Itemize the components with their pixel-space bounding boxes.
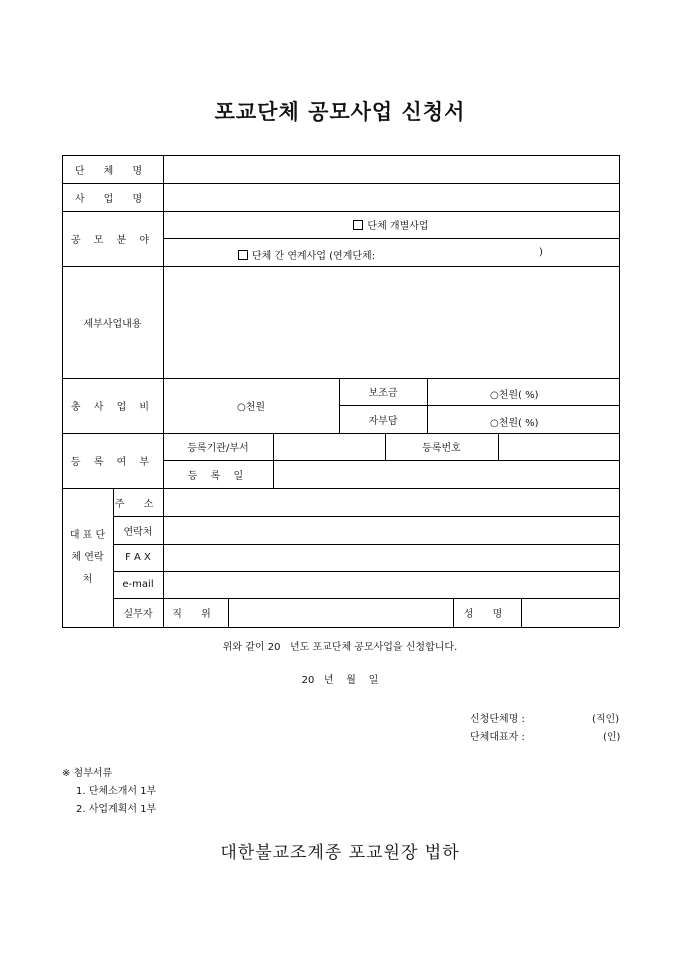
registration-number-field[interactable]	[499, 434, 619, 460]
category-option-joint[interactable]	[238, 247, 375, 262]
signature-mark: (인)	[603, 732, 621, 743]
email-label: e-mail	[122, 579, 154, 590]
org-name-label: 단 체 명	[74, 165, 151, 177]
address-field[interactable]	[164, 489, 619, 516]
subsidy-value[interactable]: ○천원( %)	[490, 390, 539, 401]
representative-label: 단체대표자 :	[470, 732, 525, 743]
staff-label: 실무자	[123, 609, 153, 620]
category-option-joint-label: 단체 간 연계사업 (연계단체:	[252, 251, 376, 262]
details-field[interactable]	[164, 267, 619, 378]
registration-date-field[interactable]	[274, 461, 619, 488]
self-burden-value[interactable]: ○천원( %)	[490, 418, 539, 429]
category-option-individual-label: 단체 개별사업	[367, 221, 429, 232]
attachment-item: 2. 사업계획서 1부	[76, 804, 157, 815]
fax-label: F A X	[125, 552, 151, 563]
budget-total[interactable]: ○천원	[236, 402, 266, 413]
seal-mark: (직인)	[592, 714, 620, 725]
budget-label: 총 사 업 비	[70, 402, 155, 413]
registration-agency-field[interactable]	[274, 434, 385, 460]
attachments-heading: ※ 첨부서류	[62, 768, 113, 779]
position-field[interactable]	[229, 599, 453, 627]
address-label: 주 소	[114, 498, 162, 510]
fax-field[interactable]	[164, 545, 619, 571]
category-label: 공 모 분 야	[70, 235, 155, 246]
category-option-individual[interactable]	[163, 211, 619, 238]
email-field[interactable]	[164, 572, 619, 598]
representative-contact-label: 대 표 단 체 연락처	[69, 529, 106, 585]
details-label: 세부사업내용	[83, 318, 142, 330]
contact-label: 연락처	[123, 526, 153, 538]
contact-field[interactable]	[164, 517, 619, 544]
subsidy-label: 보조금	[368, 388, 398, 399]
applicant-org-label: 신청단체명 :	[470, 714, 525, 725]
page-title: 포교단체 공모사업 신청서	[214, 100, 466, 124]
position-label: 직 위	[172, 609, 219, 620]
self-burden-label: 자부담	[368, 415, 398, 427]
checkbox-icon[interactable]	[353, 220, 363, 230]
registration-number-label: 등록번호	[422, 443, 461, 454]
project-name-label: 사 업 명	[74, 193, 151, 205]
attachment-item: 1. 단체소개서 1부	[76, 786, 157, 797]
project-name-field[interactable]	[164, 184, 619, 211]
registration-agency-label: 등록기관/부서	[187, 443, 249, 454]
registration-label: 등 록 여 부	[70, 457, 155, 468]
category-option-joint-close: )	[539, 247, 543, 258]
checkbox-icon[interactable]	[238, 250, 248, 260]
name-label: 성 명	[463, 609, 511, 620]
issuer-footer: 대한불교조계종 포교원장 법하	[220, 843, 460, 863]
registration-date-label: 등 록 일	[187, 470, 249, 482]
date-line: 20 년 월 일	[301, 675, 379, 686]
name-field[interactable]	[522, 599, 619, 627]
statement: 위와 같이 20 년도 포교단체 공모사업을 신청합니다.	[222, 642, 458, 653]
org-name-field[interactable]	[164, 156, 619, 183]
